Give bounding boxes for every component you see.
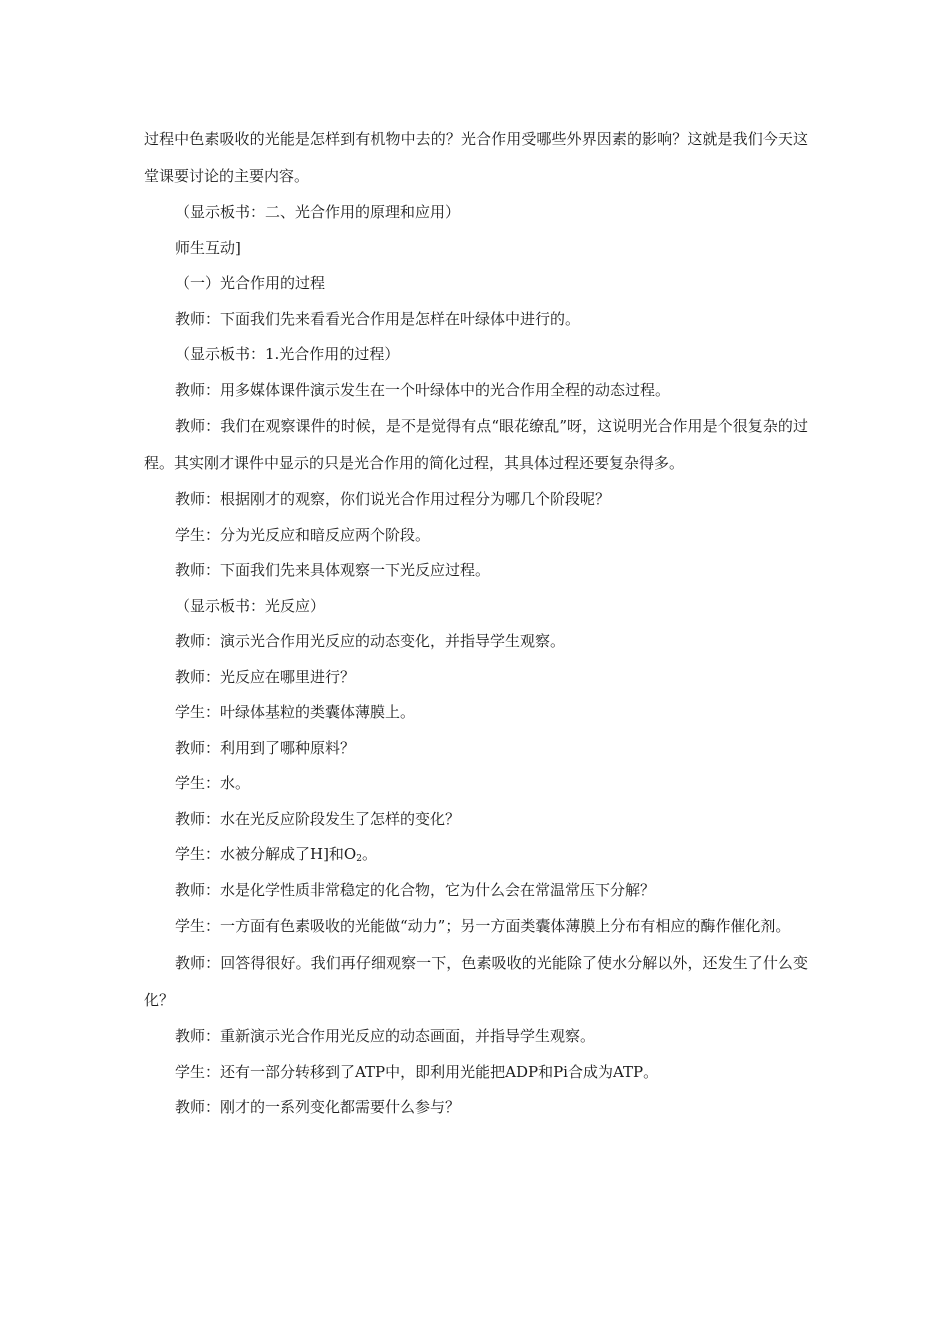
paragraph-student-line: 学生：分为光反应和暗反应两个阶段。 [175,525,431,544]
paragraph-teacher-line: 教师：光反应在哪里进行？ [175,667,356,686]
paragraph-student-line: 学生：水。 [175,774,251,792]
paragraph-section-1-heading: （一）光合作用的过程 [175,274,326,292]
paragraph-teacher-line: 教师：水是化学性质非常稳定的化合物，它为什么会在常温常压下分解？ [175,880,656,899]
paragraph-teacher-line: 教师：重新演示光合作用光反应的动态画面，并指导学生观察。 [175,1027,596,1045]
paragraph-board-heading-2: （显示板书：二、光合作用的原理和应用） [175,203,461,221]
paragraph-teacher-line: 教师：演示光合作用光反应的动态变化，并指导学生观察。 [175,632,566,650]
water-split-end: 。 [361,845,377,863]
paragraph-board-light-reaction: （显示板书：光反应） [175,596,326,615]
paragraph-teacher-line: 教师：下面我们先来具体观察一下光反应过程。 [175,561,491,579]
paragraph-teacher-line: 教师：用多媒体课件演示发生在一个叶绿体中的光合作用全程的动态过程。 [175,380,671,399]
paragraph-teacher-line: 教师：根据刚才的观察，你们说光合作用过程分为哪几个阶段呢？ [175,490,611,508]
paragraph-intro-continuation: 过程中色素吸收的光能是怎样到有机物中去的？光合作用受哪些外界因素的影响？这就是我们今天这堂课要讨论的主要内容。 [144,130,808,185]
paragraph-teacher-line: 教师：下面我们先来看看光合作用是怎样在叶绿体中进行的。 [175,309,581,328]
paragraph-teacher-line: 教师：利用到了哪种原料？ [175,738,356,757]
oxygen-subscript: 2 [356,854,362,864]
paragraph-student-line: 学生：叶绿体基粒的类囊体薄膜上。 [175,703,416,721]
paragraph-teacher-line: 教师：我们在观察课件的时候，是不是觉得有点“眼花缭乱”呀，这说明光合作用是个很复杂的过程。其实刚才课件中显示的只是光合作用的简化过程，其具体过程还要复杂得多。 [144,417,808,472]
paragraph-board-process: （显示板书：1.光合作用的过程） [175,345,400,363]
paragraph-teacher-line: 教师：水在光反应阶段发生了怎样的变化？ [175,809,461,828]
paragraph-teacher-line: 教师：刚才的一系列变化都需要什么参与？ [175,1098,461,1116]
paragraph-student-line: 学生：一方面有色素吸收的光能做“动力”；另一方面类囊体薄膜上分布有相应的酶作催化剂。 [175,917,791,935]
paragraph-student-line: 学生：还有一部分转移到了ATP中，即利用光能把ADP和Pi合成为ATP。 [175,1062,659,1081]
paragraph-teacher-line: 教师：回答得很好。我们再仔细观察一下，色素吸收的光能除了使水分解以外，还发生了什么变化？ [144,954,808,1009]
paragraph-interaction-heading: 师生互动] [175,238,241,257]
paragraph-student-line-water-split [144,837,808,873]
lesson-text-body [144,121,808,1126]
water-split-text: 学生：水被分解成了H]和O [175,845,357,863]
